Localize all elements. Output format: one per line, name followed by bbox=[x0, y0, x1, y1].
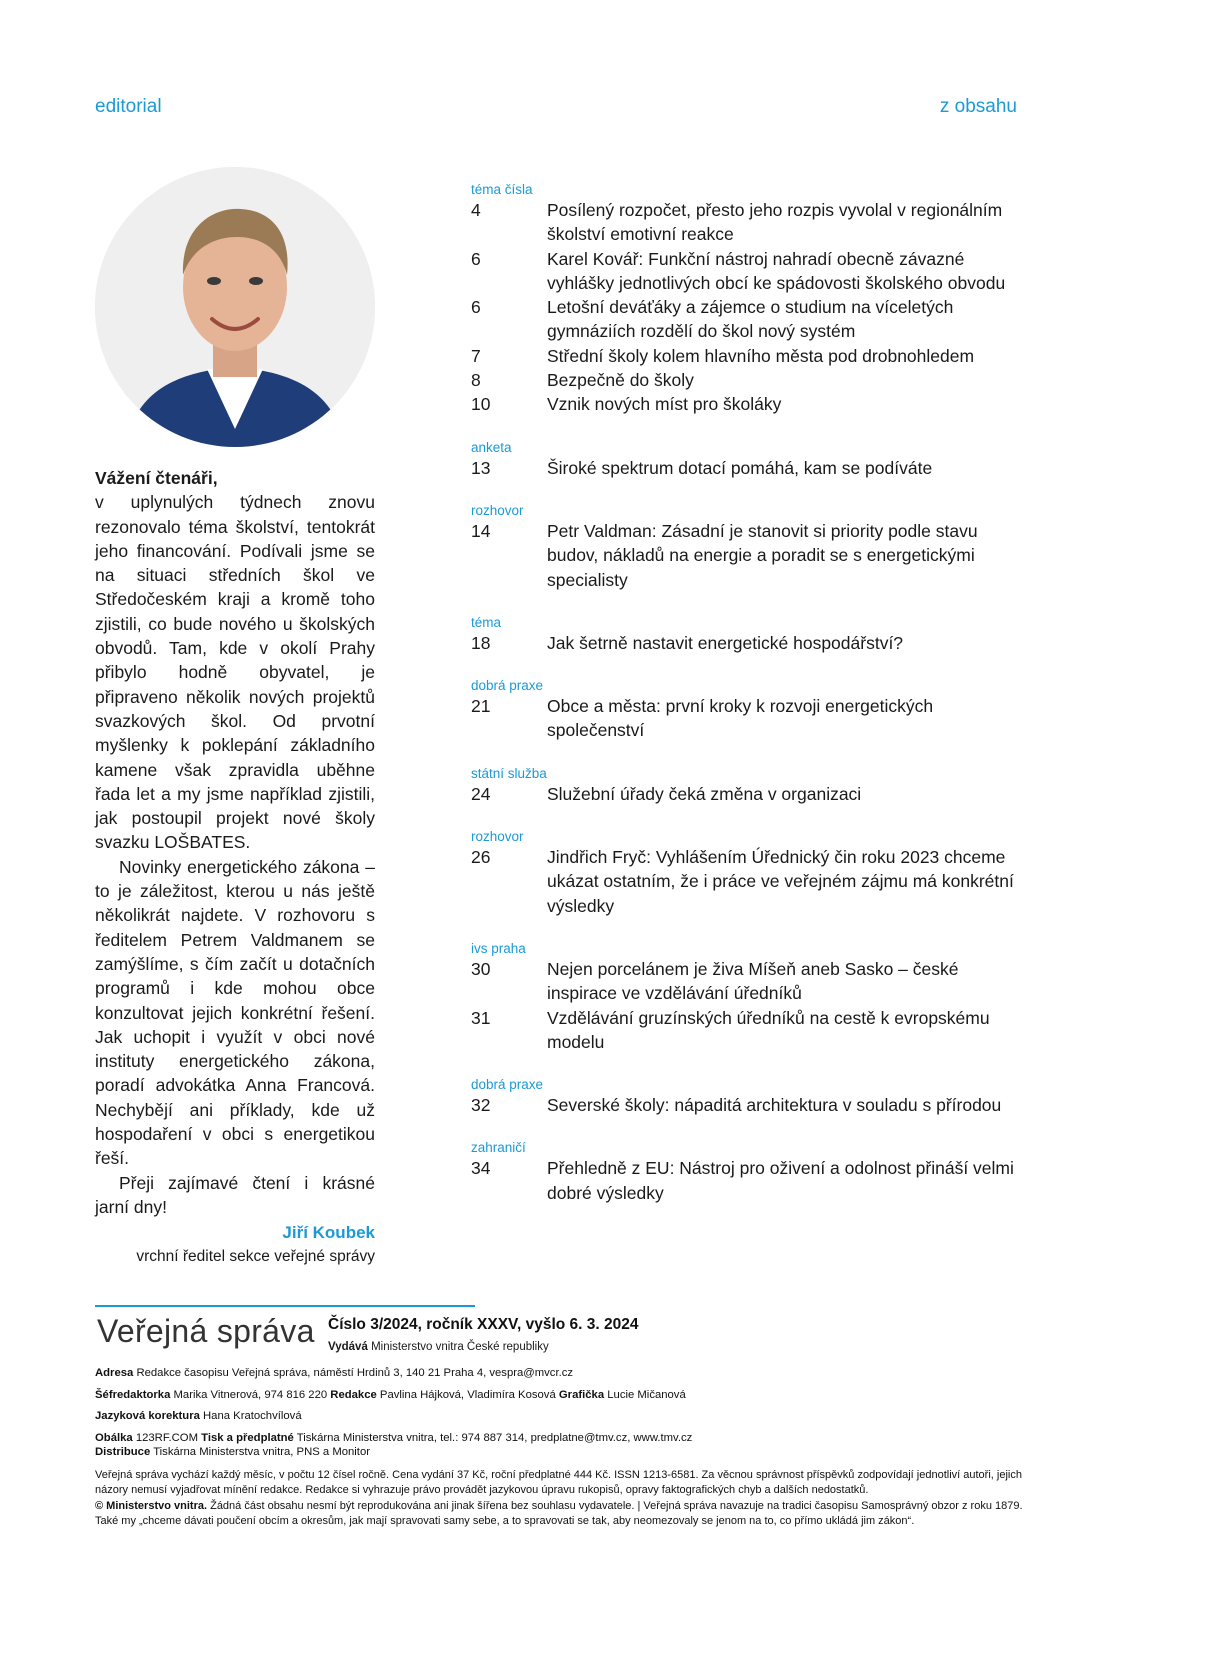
imprint-label: Obálka bbox=[95, 1431, 133, 1444]
toc-page-number: 32 bbox=[471, 1095, 491, 1116]
toc-entry[interactable] bbox=[471, 1093, 1031, 1117]
toc-article-title: Služební úřady čeká změna v organizaci bbox=[547, 783, 862, 804]
imprint-staff bbox=[95, 1388, 1035, 1403]
signature-name: Jiří Koubek bbox=[282, 1223, 375, 1242]
toc-article-title: Vznik nových míst pro školáky bbox=[547, 394, 782, 415]
toc-section bbox=[471, 940, 1031, 1054]
publisher-line bbox=[328, 1341, 549, 1353]
toc-page-number: 6 bbox=[471, 248, 481, 269]
publisher-label: Vydává bbox=[328, 1341, 368, 1353]
imprint-value: Tiskárna Ministerstva vnitra, PNS a Monitor bbox=[153, 1446, 370, 1458]
toc-page-number: 18 bbox=[471, 632, 491, 653]
issue-info: Číslo 3/2024, ročník XXXV, vyšlo 6. 3. 2024 bbox=[328, 1316, 639, 1333]
toc-page-number: 14 bbox=[471, 520, 491, 541]
toc-article-title: Vzdělávání gruzínských úředníků na cestě k evropskému modelu bbox=[547, 1007, 990, 1052]
imprint-label: Grafička bbox=[558, 1388, 605, 1401]
toc-entry[interactable] bbox=[471, 782, 1031, 806]
toc-page-number: 21 bbox=[471, 696, 491, 717]
imprint-label: Redakce bbox=[330, 1388, 377, 1401]
signature-role: vrchní ředitel sekce veřejné správy bbox=[136, 1248, 375, 1265]
editorial-greeting: Vážení čtenáři, bbox=[95, 468, 218, 488]
toc-page-number: 13 bbox=[471, 457, 491, 478]
imprint-value: 123RF.COM bbox=[135, 1431, 198, 1444]
toc-section bbox=[471, 765, 1031, 806]
toc-article-title: Přehledně z EU: Nástroj pro oživení a odolnost přináší velmi dobré výsledky bbox=[547, 1158, 1014, 1203]
toc-category: téma čísla bbox=[471, 182, 533, 197]
imprint-label: Adresa bbox=[95, 1367, 134, 1379]
toc-section bbox=[471, 1076, 1031, 1117]
editorial-paragraph: Přeji zajímavé čtení i krásné jarní dny! bbox=[95, 1172, 375, 1217]
imprint-label: Distribuce bbox=[95, 1446, 151, 1458]
editorial-paragraph: v uplynulých týdnech znovu rezonovalo téma školství, tentokrát jeho financování. Podívali jsme se na situaci středních škol ve Středočeském kraji a kromě toho zjistili, co bude nového u školských obvodů. Tam, kde v okolí Prahy přibylo hodně obyvatel, je připraveno několik nových projektů svazkových škol. Od prvotní myšlenky k poklepání základního kamene však zpravidla uběhne řada let a my jsme například zjistili, jak postoupil projekt nové školy svazku LOŠBATES. bbox=[95, 492, 375, 853]
imprint-label: Jazyková korektura bbox=[95, 1410, 200, 1422]
toc-entry[interactable] bbox=[471, 519, 1031, 592]
toc-article-title: Jindřich Fryč: Vyhlášením Úřednický čin roku 2023 chceme ukázat ostatním, že i práce ve veřejném zájmu má konkrétní výsledky bbox=[547, 847, 1014, 916]
copyright-label: © Ministerstvo vnitra. bbox=[95, 1499, 208, 1512]
toc-category: téma bbox=[471, 614, 502, 630]
editorial-paragraph: Novinky energetického zákona – to je záležitost, kterou u nás ještě několikrát najdete. V rozhovoru s ředitelem Petrem Valdmanem se zamýšlíme, s čím začít u dotačních programů i kde mohou obce konzultovat jejich konkrétní řešení. Jak uchopit i využít v obci nové instituty energetického zákona, poradí advokátka Anna Francová. Nechybějí ani příklady, kde už hospodaření v obci s energetikou řeší. bbox=[95, 856, 375, 1169]
toc-page-number: 24 bbox=[471, 783, 491, 804]
toc-page-number: 8 bbox=[471, 370, 481, 391]
section-label-editorial: editorial bbox=[95, 96, 162, 117]
toc-article-title: Nejen porcelánem je živa Míšeň aneb Sasko – české inspirace ve vzdělávání úředníků bbox=[547, 958, 959, 1004]
toc-section bbox=[471, 502, 1031, 592]
toc-article-title: Petr Valdman: Zásadní je stanovit si priority podle stavu budov, nákladů na energie a poradit se s energetickými specialisty bbox=[547, 520, 978, 590]
imprint-value: Redakce časopisu Veřejná správa, náměstí Hrdinů 3, 140 21 Praha 4, vespra@mvcr.cz bbox=[136, 1367, 574, 1379]
toc-article-title: Obce a města: první kroky k rozvoji energetických společenství bbox=[547, 696, 934, 741]
imprint-note-text: Veřejná správa vychází každý měsíc, v počtu 12 čísel ročně. Cena vydání 37 Kč, roční předplatné 444 Kč. ISSN 1213-6581. Za věcnou správnost příspěvků zodpovídají jednotliví autoři, jejich názory nemusí vyjadřovat mínění redakce. Redakce si vyhrazuje právo provádět jazykovou úpravu rukopisů, opravy faktografických chyb a dalších nedostatků. bbox=[95, 1468, 1022, 1496]
toc-section bbox=[471, 828, 1031, 918]
toc-article-title: Jak šetrně nastavit energetické hospodářství? bbox=[547, 632, 904, 653]
portrait-illustration bbox=[95, 167, 375, 447]
author-portrait bbox=[95, 167, 375, 447]
imprint-label: Šéfredaktorka bbox=[95, 1388, 171, 1401]
toc-category: ivs praha bbox=[471, 940, 526, 956]
toc-category: státní služba bbox=[471, 765, 547, 781]
toc-entry[interactable] bbox=[471, 1156, 1031, 1205]
toc-entry[interactable] bbox=[471, 845, 1031, 918]
toc-entry[interactable] bbox=[471, 198, 1031, 247]
toc-page-number: 6 bbox=[471, 297, 481, 318]
imprint-cover-print bbox=[95, 1431, 1035, 1446]
toc-page-number: 34 bbox=[471, 1158, 491, 1179]
toc-section bbox=[471, 614, 1031, 655]
toc-entry[interactable] bbox=[471, 392, 1031, 416]
toc-entry[interactable] bbox=[471, 247, 1031, 296]
toc-page-number: 4 bbox=[471, 200, 481, 220]
toc-article-title: Letošní deváťáky a zájemce o studium na víceletých gymnáziích rozdělí do škol nový systém bbox=[547, 297, 954, 342]
imprint-value: Pavlina Hájková, Vladimíra Kosová bbox=[379, 1388, 556, 1401]
editorial-signature bbox=[95, 1221, 375, 1269]
toc-page-number: 26 bbox=[471, 847, 491, 868]
imprint-value: Lucie Mičanová bbox=[607, 1388, 686, 1401]
toc-category: dobrá praxe bbox=[471, 1077, 544, 1093]
imprint-proofreading bbox=[95, 1409, 1035, 1424]
toc-page-number: 30 bbox=[471, 958, 491, 979]
magazine-logo: Veřejná správa bbox=[97, 1313, 315, 1349]
toc-category: anketa bbox=[471, 439, 512, 455]
imprint-details bbox=[95, 1366, 1035, 1530]
imprint-note bbox=[95, 1468, 1035, 1530]
toc-entry[interactable] bbox=[471, 456, 1031, 480]
imprint-distribution bbox=[95, 1445, 1035, 1460]
toc-category: rozhovor bbox=[471, 829, 524, 845]
toc-article-title: Severské školy: nápaditá architektura v souladu s přírodou bbox=[547, 1095, 1002, 1116]
toc-entry[interactable] bbox=[471, 694, 1031, 743]
toc-page-number: 7 bbox=[471, 345, 481, 366]
toc-category: zahraničí bbox=[471, 1140, 526, 1156]
toc-section bbox=[471, 181, 1031, 417]
toc-entry[interactable] bbox=[471, 344, 1031, 368]
toc-entry[interactable] bbox=[471, 957, 1031, 1006]
imprint-divider bbox=[95, 1305, 475, 1307]
toc-article-title: Široké spektrum dotací pomáhá, kam se podíváte bbox=[547, 457, 933, 478]
toc-entry[interactable] bbox=[471, 1006, 1031, 1055]
toc-entry[interactable] bbox=[471, 368, 1031, 392]
toc-page-number: 10 bbox=[471, 394, 491, 415]
publisher-value: Ministerstvo vnitra České republiky bbox=[371, 1341, 549, 1353]
imprint-value: Tiskárna Ministerstva vnitra, tel.: 974 887 314, predplatne@tmv.cz, www.tmv.cz bbox=[296, 1431, 693, 1444]
toc-article-title: Bezpečně do školy bbox=[547, 370, 694, 391]
toc-page-number: 31 bbox=[471, 1007, 491, 1028]
imprint-value: Marika Vitnerová, 974 816 220 bbox=[173, 1388, 328, 1401]
section-label-contents: z obsahu bbox=[939, 96, 1017, 117]
editorial-text bbox=[95, 466, 375, 1219]
toc-article-title: Posílený rozpočet, přesto jeho rozpis vyvolal v regionálním školství emotivní reakce bbox=[547, 200, 1003, 245]
toc-article-title: Střední školy kolem hlavního města pod drobnohledem bbox=[547, 345, 975, 366]
toc-section bbox=[471, 1139, 1031, 1205]
imprint-value: Hana Kratochvílová bbox=[203, 1410, 302, 1422]
toc-entry[interactable] bbox=[471, 295, 1031, 344]
toc-category: rozhovor bbox=[471, 502, 524, 518]
toc-article-title: Karel Kovář: Funkční nástroj nahradí obecně závazné vyhlášky jednotlivých obcí ke spádovosti školského obvodu bbox=[547, 248, 1006, 293]
imprint-address bbox=[95, 1366, 1035, 1381]
toc-category: dobrá praxe bbox=[471, 678, 544, 694]
table-of-contents bbox=[471, 181, 1031, 1227]
toc-section bbox=[471, 439, 1031, 480]
toc-entry[interactable] bbox=[471, 631, 1031, 655]
toc-section bbox=[471, 677, 1031, 743]
imprint-note-text: Žádná část obsahu nesmí být reprodukována ani jinak šířena bez souhlasu vydavatele. | Veřejná správa navazuje na tradici časopisu Samosprávný obzor z roku 1879. Také my „chceme dávati poučení obcím a okresům, jak mají spravovati samy sebe, a to spravovati se tak, aby neomezovaly se jenom na to, co přímo ukládá jim zákon“. bbox=[95, 1499, 1023, 1527]
imprint-label: Tisk a předplatné bbox=[201, 1431, 294, 1444]
